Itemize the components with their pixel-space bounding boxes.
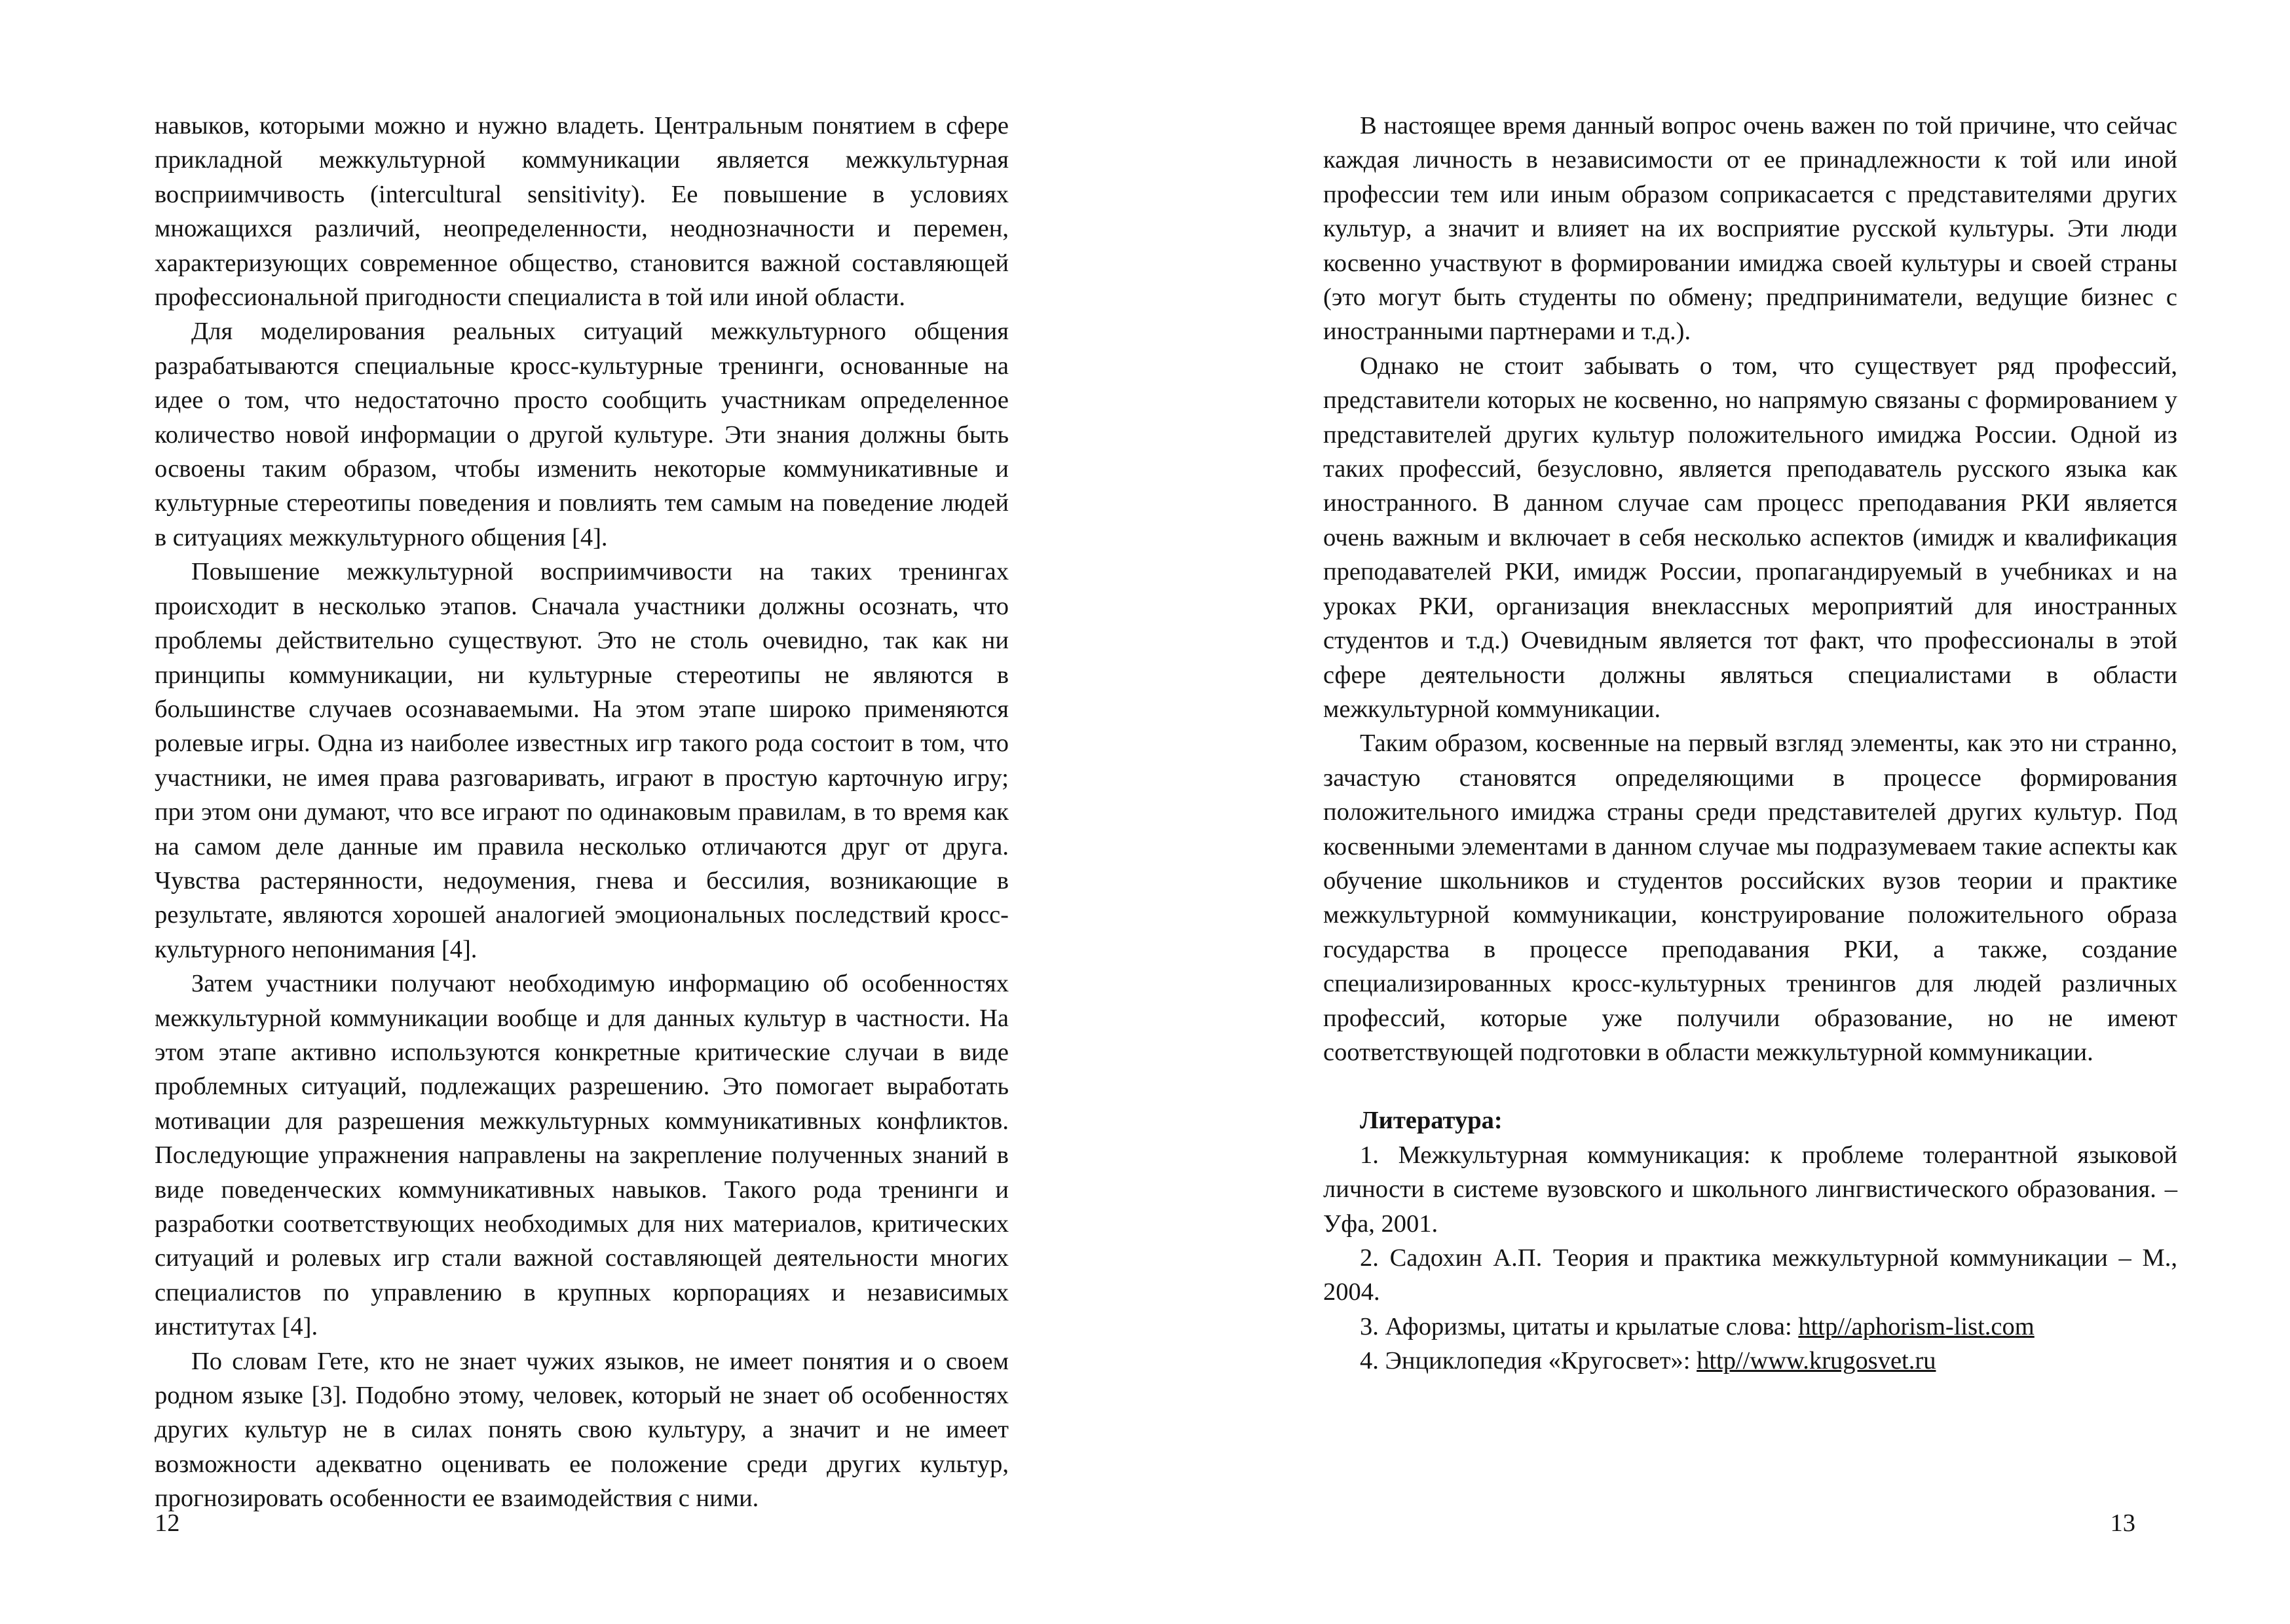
paragraph: Затем участники получают необходимую информацию об особенностях межкультурной коммуникации вообще и для данных культур в частности. На этом этапе активно используются конкретные критические случаи в виде проблемных ситуаций, подлежащих разрешению. Это помогает выработать мотивации для разрешения межкультурных коммуникативных конфликтов. Последующие упражнения направлены на закрепление полученных знаний в виде поведенческих коммуникативных навыков. Такого рода тренинги и разработки соответствующих необходимых для них материалов, критических ситуаций и ролевых игр стали важной составляющей деятельности многих специалистов по управлению в крупных корпорациях и независимых институтах [4]. (155, 970, 1009, 1341)
paragraph: Для моделирования реальных ситуаций межкультурного общения разрабатываются специальные кросс-культурные тренинги, основанные на идее о том, что недостаточно просто сообщить участникам определенное количество новой информации о другой культуре. Эти знания должны быть освоены таким образом, чтобы изменить некоторые коммуникативные и культурные стереотипы поведения и повлиять тем самым на поведение людей в ситуациях межкультурного общения [4]. (155, 318, 1009, 551)
paragraph: В настоящее время данный вопрос очень важен по той причине, что сейчас каждая личность в независимости от ее принадлежности к той или иной профессии тем или иным образом соприкасается с представителями других культур, а значит и влияет на их восприятие русской культуры. Эти люди косвенно участвуют в формировании имиджа своей культуры и своей страны (это могут быть студенты по обмену; предприниматели, ведущие бизнес с иностранными партнерами и т.д.). (1323, 112, 2177, 346)
paragraph: Таким образом, косвенные на первый взгляд элементы, как это ни странно, зачастую становятся определяющими в процессе формирования положительного имиджа страны среди представителей других культур. Под косвенными элементами в данном случае мы подразумеваем такие аспекты как обучение школьников и студентов российских вузов теории и практике межкультурной коммуникации, конструирование положительного образа государства в процессе преподавания РКИ, а также, создание специализированных кросс-культурных тренингов для людей различных профессий, которые уже получили образование, но не имеют соответствующей подготовки в области межкультурной коммуникации. (1323, 729, 2177, 1066)
right-page (1145, 0, 2290, 1624)
paragraph: Повышение межкультурной восприимчивости на таких тренингах происходит в несколько этапов. Сначала участники должны осознать, что проблемы действительно существуют. Это не столь очевидно, так как ни принципы коммуникации, ни культурные стереотипы не являются в большинстве случаев осознаваемыми. На этом этапе широко применяются ролевые игры. Одна из наиболее известных игр такого рода состоит в том, что участники, не имея права разговаривать, играют в простую карточную игру; при этом они думают, что все играют по одинаковым правилам, в то время как на самом деле данные им правила несколько отличаются друг от друга. Чувства растерянности, недоумения, гнева и бессилия, возникающие в результате, являются хорошей аналогией эмоциональных последствий кросс-культурного непонимания [4]. (155, 558, 1009, 963)
page-number-left: 12 (155, 1509, 180, 1537)
paragraph: навыков, которыми можно и нужно владеть. Центральным понятием в сфере прикладной межкультурной коммуникации является межкультурная восприимчивость (intercultural sensitivity). Ее повышение в условиях множащихся различий, неопределенности, неоднозначности и перемен, характеризующих современное общество, становится важной составляющей профессиональной пригодности специалиста в той или иной области. (155, 112, 1009, 312)
reference-item-4 (1323, 1344, 2177, 1378)
paragraph: По словам Гете, кто не знает чужих языков, не имеет понятия и о своем родном языке [3]. Подобно этому, человек, который не знает об особенностях других культур не в силах понять свою культуру, а значит и не имеет возможности адекватно оценивать ее положение среди других культур, прогнозировать особенности ее взаимодействия с ними. (155, 1347, 1009, 1513)
reference-link-krugosvet[interactable]: http//www.krugosvet.ru (1697, 1347, 1936, 1375)
reference-item-3 (1323, 1310, 2177, 1344)
references-heading: Литература: (1360, 1107, 1503, 1135)
reference-item-3-text: 3. Афоризмы, цитаты и крылатые слова: (1360, 1312, 1799, 1340)
reference-item-2: 2. Садохин А.П. Теория и практика межкультурной коммуникации – М., 2004. (1323, 1244, 2177, 1306)
right-page-body (1323, 109, 2177, 1378)
page-number-right: 13 (2110, 1509, 2135, 1537)
reference-item-1: 1. Межкультурная коммуникация: к проблеме толерантной языковой личности в системе вузовского и школьного лингвистического образования. – Уфа, 2001. (1323, 1141, 2177, 1238)
reference-item-4-text: 4. Энциклопедия «Кругосвет»: (1360, 1347, 1697, 1375)
reference-link-aphorism[interactable]: http//aphorism-list.com (1798, 1312, 2035, 1340)
paragraph: Однако не стоит забывать о том, что существует ряд профессий, представители которых не косвенно, но напрямую связаны с формированием у представителей других культур положительного имиджа России. Одной из таких профессий, безусловно, является преподаватель русского языка как иностранного. В данном случае сам процесс преподавания РКИ является очень важным и включает в себя несколько аспектов (имидж и квалификация преподавателей РКИ, имидж России, пропагандируемый в учебниках и на уроках РКИ, организация внеклассных мероприятий для иностранных студентов и т.д.) Очевидным является тот факт, что профессионалы в этой сфере деятельности должны являться специалистами в области межкультурной коммуникации. (1323, 352, 2177, 723)
left-page-body (155, 109, 1009, 1516)
